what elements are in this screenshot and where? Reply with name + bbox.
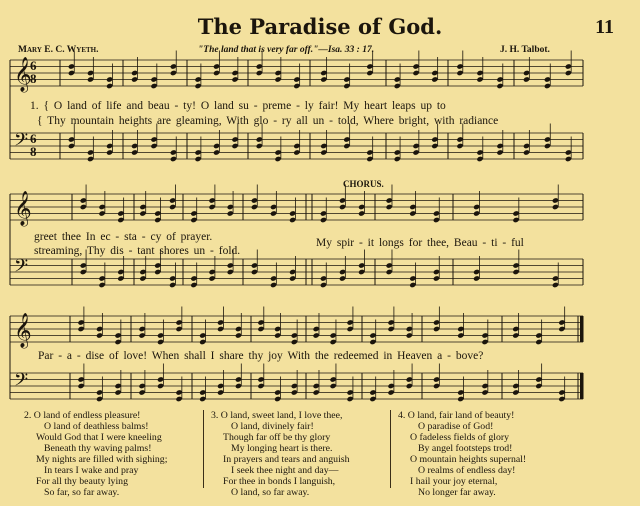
treble-clef-icon: 𝄞 (14, 313, 32, 348)
page-number: 11 (595, 16, 614, 38)
verse-line: No longer far away. (418, 487, 496, 498)
verse-4 (398, 410, 598, 498)
scripture-reference: "The land that is very far off."—Isa. 33 : 17. (198, 45, 375, 55)
composer-credit: J. H. Talbot. (500, 45, 550, 55)
verse-2 (24, 410, 224, 498)
verse-line: O paradise of God! (418, 421, 494, 432)
verse-line: O mountain heights supernal! (410, 454, 527, 465)
author-credit: Mary E. C. Wyeth. (18, 45, 99, 55)
verse-line: O land, divinely fair! (231, 421, 314, 432)
verse-line: 3. O land, sweet land, I love thee, (211, 410, 343, 421)
verse-line: By angel footsteps trod! (418, 443, 513, 454)
lyric-line-2-chorus: My spir - it longs for thee, Beau - ti - ful (316, 237, 524, 249)
verse-line: In tears I wake and pray (44, 465, 139, 476)
page-title: The Paradise of God. (197, 14, 443, 39)
verse-line: Though far off be thy glory (223, 432, 331, 443)
verse-3 (211, 410, 411, 498)
verse-line: For thee in bonds I languish, (223, 476, 336, 487)
verse-line: In prayers and tears and anguish (223, 454, 350, 465)
lyric-line-1-verse-1: 1. { O land of life and beau - ty! O land su - preme - ly fair! My heart leaps up to (30, 100, 446, 112)
time-signature: 6 (30, 131, 37, 146)
verse-line: O realms of endless day! (418, 465, 516, 476)
verse-line: O land of deathless balms! (44, 421, 149, 432)
verse-line: So far, so far away. (44, 487, 120, 498)
lyric-line-1-verse-2: { Thy mountain heights are gleaming, With glo - ry all un - told, Where bright, with radiance (37, 115, 499, 127)
verse-line: For all thy beauty lying (36, 476, 128, 487)
lyric-line-2-verse-2: streaming, Thy dis - tant shores un - fold. (34, 245, 241, 257)
verse-divider (203, 410, 204, 488)
verse-line: 4. O land, fair land of beauty! (398, 410, 515, 421)
lyric-line-3: Par - a - dise of love! When shall I share thy joy With the redeemed in Heaven a - bove? (38, 350, 484, 362)
lyric-line-2-verse-1: greet thee In ec - sta - cy of prayer. (34, 231, 213, 243)
verse-divider (390, 410, 391, 488)
time-signature: 8 (30, 71, 37, 86)
treble-clef-icon: 𝄞 (14, 191, 32, 226)
bass-clef-icon: 𝄢 (14, 370, 29, 395)
time-signature: 6 (30, 58, 37, 73)
final-bar (580, 373, 583, 399)
verse-line: O land, so far away. (231, 487, 310, 498)
final-bar (580, 316, 583, 342)
verse-line: Beneath thy waving palms! (44, 443, 152, 454)
bass-clef-icon: 𝄢 (14, 130, 29, 155)
verse-line: My nights are filled with sighing; (36, 454, 168, 465)
verse-line: 2. O land of endless pleasure! (24, 410, 141, 421)
verse-line: O fadeless fields of glory (410, 432, 510, 443)
verse-line: My longing heart is there. (231, 443, 333, 454)
verse-line: Would God that I were kneeling (36, 432, 162, 443)
treble-clef-icon: 𝄞 (14, 57, 32, 92)
verse-line: I seek thee night and day— (231, 465, 339, 476)
time-signature: 8 (30, 144, 37, 159)
bass-clef-icon: 𝄢 (14, 256, 29, 281)
chorus-label: CHORUS. (343, 179, 384, 189)
verse-line: I hail your joy eternal, (410, 476, 498, 487)
